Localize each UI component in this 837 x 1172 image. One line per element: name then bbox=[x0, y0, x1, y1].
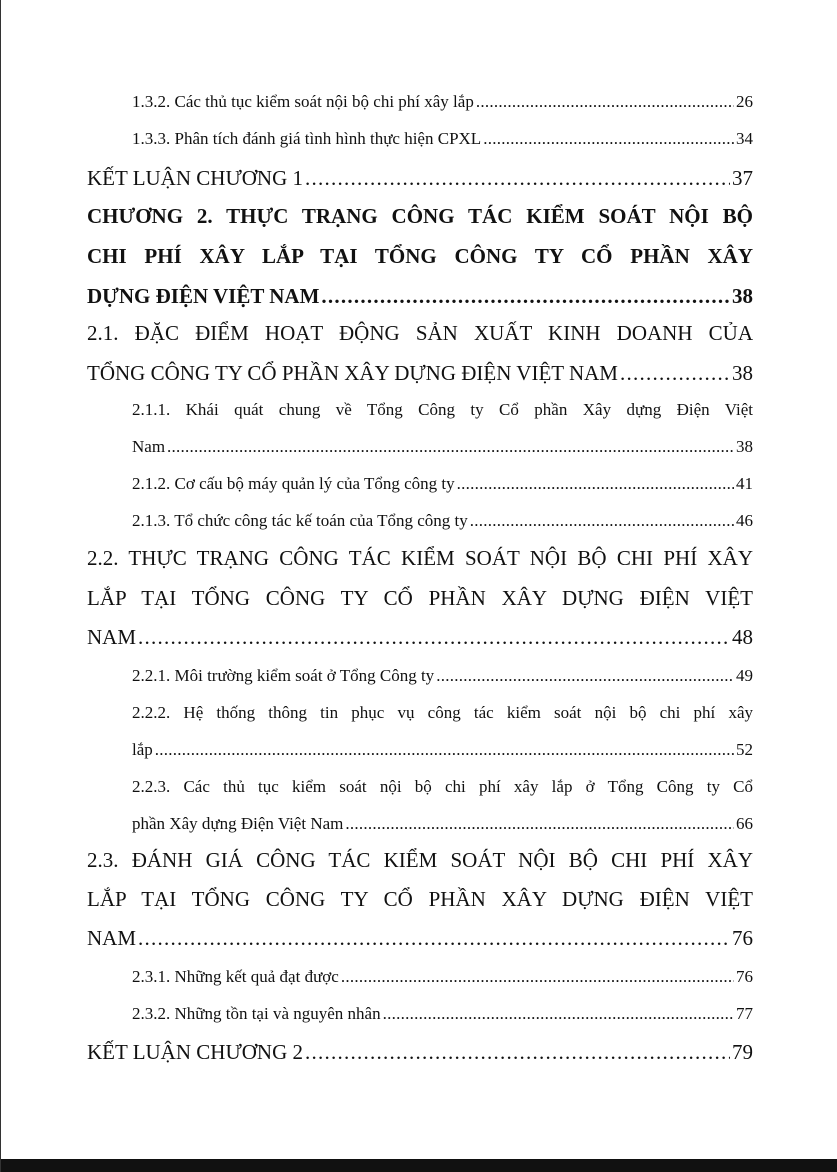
toc-entry-2-2-2[interactable] bbox=[132, 740, 753, 760]
toc-entry-2-1-3[interactable] bbox=[132, 511, 753, 531]
toc-entry-2-2-3-line-1[interactable]: 2.2.3. Các thủ tục kiểm soát nội bộ chi phí xây lắp ở Tổng Công ty Cổ bbox=[132, 777, 753, 796]
toc-entry-label: lắp bbox=[132, 740, 153, 759]
toc-chapter-2-line-2[interactable]: CHI PHÍ XÂY LẮP TẠI TỔNG CÔNG TY CỔ PHẦN XÂY bbox=[87, 244, 753, 268]
toc-section-2-1[interactable] bbox=[87, 361, 753, 386]
toc-entry-label: 1.3.3. Phân tích đánh giá tình hình thực hiện CPXL bbox=[132, 129, 482, 148]
toc-entry-label: phần Xây dựng Điện Việt Nam bbox=[132, 814, 344, 833]
toc-entry-label: KẾT LUẬN CHƯƠNG 1 bbox=[87, 166, 303, 190]
toc-page-number: 41 bbox=[736, 474, 753, 493]
toc-section-2-3[interactable] bbox=[87, 926, 753, 951]
toc-page-number: 38 bbox=[732, 284, 753, 308]
dot-leader bbox=[305, 166, 730, 191]
toc-section-2-2-line-1[interactable]: 2.2. THỰC TRẠNG CÔNG TÁC KIỂM SOÁT NỘI BỘ CHI PHÍ XÂY bbox=[87, 546, 753, 570]
toc-page-number: 26 bbox=[736, 92, 753, 111]
toc-page-number: 38 bbox=[732, 361, 753, 385]
dot-leader bbox=[321, 284, 730, 309]
toc-entry-label: NAM bbox=[87, 926, 137, 950]
toc-entry-ket-luan-2[interactable] bbox=[87, 1040, 753, 1065]
toc-page-number: 76 bbox=[732, 926, 753, 950]
toc-entry-1-3-2[interactable] bbox=[132, 92, 753, 112]
toc-chapter-2[interactable] bbox=[87, 284, 753, 309]
toc-entry-label: KẾT LUẬN CHƯƠNG 2 bbox=[87, 1040, 303, 1064]
toc-entry-2-2-2-line-1[interactable]: 2.2.2. Hệ thống thông tin phục vụ công tác kiểm soát nội bộ chi phí xây bbox=[132, 703, 753, 722]
dot-leader bbox=[341, 967, 734, 987]
toc-entry-label: NAM bbox=[87, 625, 137, 649]
toc-entry-2-3-2[interactable] bbox=[132, 1004, 753, 1024]
dot-leader bbox=[305, 1040, 730, 1065]
toc-entry-label: 2.1.3. Tổ chức công tác kế toán của Tổng công ty bbox=[132, 511, 468, 530]
toc-page-number: 79 bbox=[732, 1040, 753, 1064]
toc-entry-label: DỰNG ĐIỆN VIỆT NAM bbox=[87, 284, 320, 308]
dot-leader bbox=[476, 92, 734, 112]
toc-entry-2-1-2[interactable] bbox=[132, 474, 753, 494]
dot-leader bbox=[470, 511, 734, 531]
toc-page-number: 37 bbox=[732, 166, 753, 190]
toc-page-number: 52 bbox=[736, 740, 753, 759]
toc-entry-2-2-3[interactable] bbox=[132, 814, 753, 834]
toc-entry-2-3-1[interactable] bbox=[132, 967, 753, 987]
dot-leader bbox=[138, 926, 730, 951]
dot-leader bbox=[483, 129, 734, 149]
toc-page-number: 38 bbox=[736, 437, 753, 456]
toc-entry-2-1-1[interactable] bbox=[132, 437, 753, 457]
dot-leader bbox=[138, 625, 730, 650]
toc-section-2-3-line-1[interactable]: 2.3. ĐÁNH GIÁ CÔNG TÁC KIỂM SOÁT NỘI BỘ CHI PHÍ XÂY bbox=[87, 848, 753, 872]
toc-entry-ket-luan-1[interactable] bbox=[87, 166, 753, 191]
dot-leader bbox=[620, 361, 730, 386]
dot-leader bbox=[457, 474, 734, 494]
toc-page-number: 76 bbox=[736, 967, 753, 986]
dot-leader bbox=[155, 740, 734, 760]
dot-leader bbox=[167, 437, 734, 457]
toc-entry-label: 2.2.1. Môi trường kiểm soát ở Tổng Công ty bbox=[132, 666, 435, 685]
toc-entry-label: Nam bbox=[132, 437, 166, 456]
page-bottom-edge bbox=[1, 1159, 837, 1172]
toc-page-number: 46 bbox=[736, 511, 753, 530]
toc-entry-label: 1.3.2. Các thủ tục kiểm soát nội bộ chi phí xây lắp bbox=[132, 92, 474, 111]
toc-page-number: 66 bbox=[736, 814, 753, 833]
toc-section-2-2[interactable] bbox=[87, 625, 753, 650]
toc-page-number: 77 bbox=[736, 1004, 753, 1023]
dot-leader bbox=[436, 666, 734, 686]
dot-leader bbox=[383, 1004, 734, 1024]
toc-section-2-3-line-2[interactable]: LẮP TẠI TỔNG CÔNG TY CỔ PHẦN XÂY DỰNG ĐIỆN VIỆT bbox=[87, 887, 753, 911]
dot-leader bbox=[345, 814, 734, 834]
toc-entry-label: TỔNG CÔNG TY CỔ PHẦN XÂY DỰNG ĐIỆN VIỆT NAM bbox=[87, 361, 618, 385]
toc-section-2-2-line-2[interactable]: LẮP TẠI TỔNG CÔNG TY CỔ PHẦN XÂY DỰNG ĐIỆN VIỆT bbox=[87, 586, 753, 610]
toc-page-number: 34 bbox=[736, 129, 753, 148]
toc-entry-1-3-3[interactable] bbox=[132, 129, 753, 149]
toc-entry-2-2-1[interactable] bbox=[132, 666, 753, 686]
toc-chapter-2-line-1[interactable]: CHƯƠNG 2. THỰC TRẠNG CÔNG TÁC KIỂM SOÁT NỘI BỘ bbox=[87, 204, 753, 228]
toc-entry-2-1-1-line-1[interactable]: 2.1.1. Khái quát chung về Tổng Công ty Cổ phần Xây dựng Điện Việt bbox=[132, 400, 753, 419]
toc-page-number: 49 bbox=[736, 666, 753, 685]
toc-entry-label: 2.3.1. Những kết quả đạt được bbox=[132, 967, 339, 986]
toc-entry-label: 2.1.2. Cơ cấu bộ máy quản lý của Tổng công ty bbox=[132, 474, 455, 493]
toc-entry-label: 2.3.2. Những tồn tại và nguyên nhân bbox=[132, 1004, 381, 1023]
toc-page-number: 48 bbox=[732, 625, 753, 649]
toc-section-2-1-line-1[interactable]: 2.1. ĐẶC ĐIỂM HOẠT ĐỘNG SẢN XUẤT KINH DOANH CỦA bbox=[87, 321, 753, 345]
